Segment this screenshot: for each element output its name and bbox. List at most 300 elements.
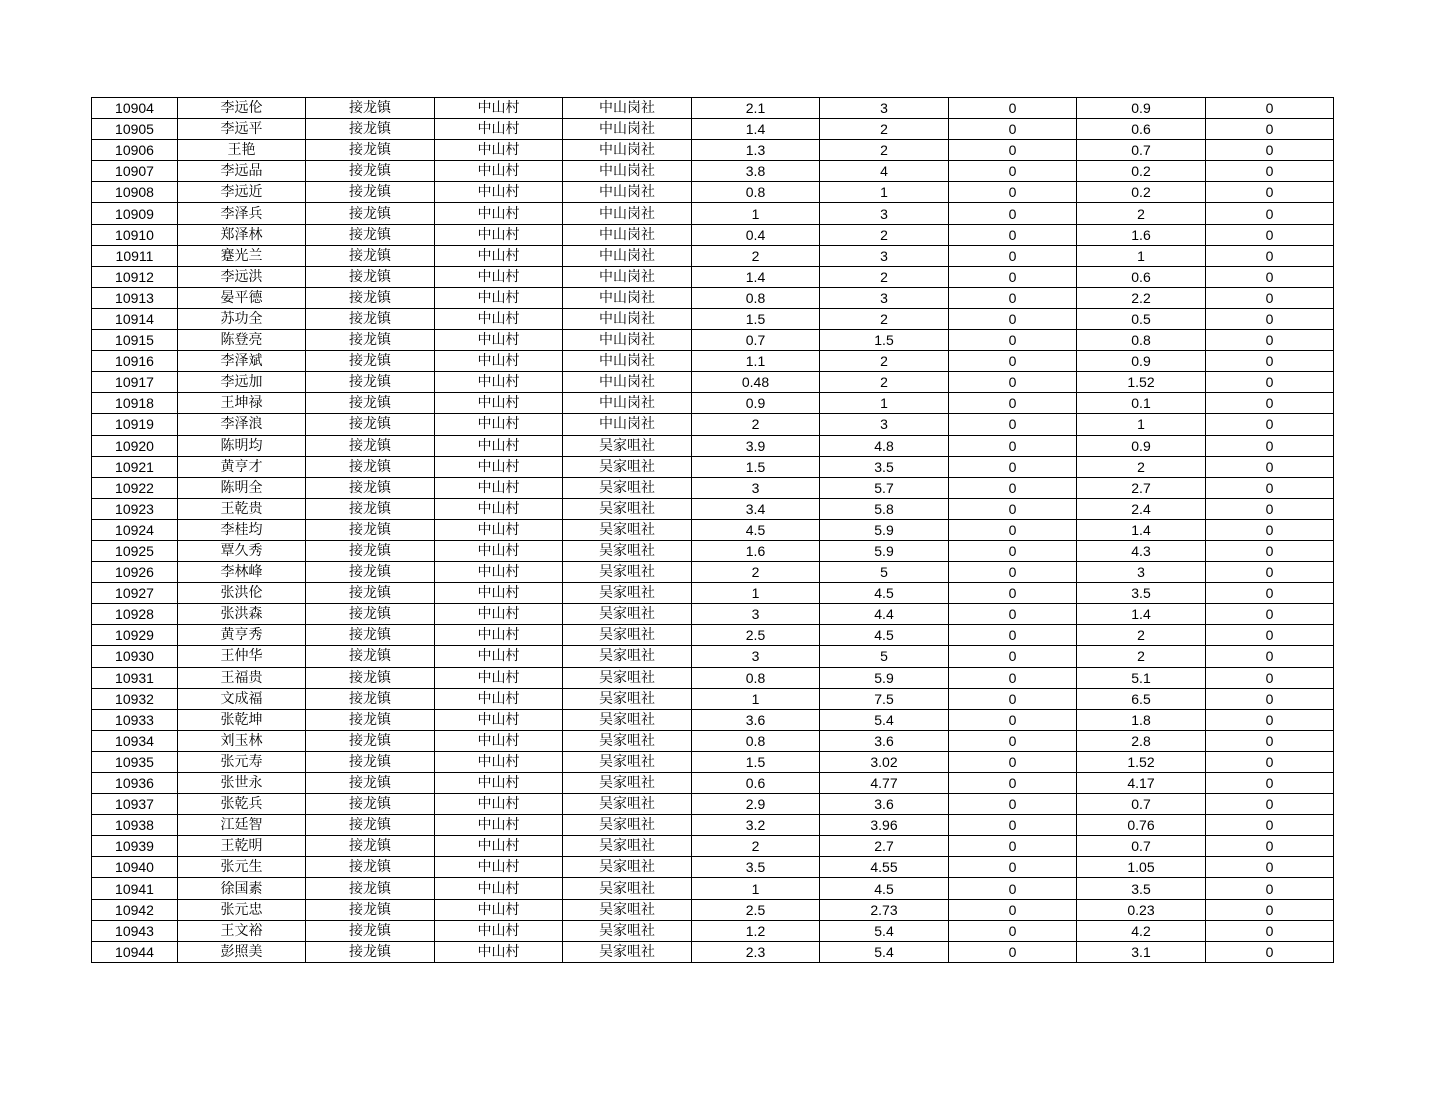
town-cell: 接龙镇 <box>306 477 435 498</box>
value-d-cell: 2 <box>1077 646 1206 667</box>
town-cell: 接龙镇 <box>306 836 435 857</box>
value-e-cell: 0 <box>1206 351 1334 372</box>
value-c-cell: 0 <box>949 308 1077 329</box>
value-e-cell: 0 <box>1206 667 1334 688</box>
group-cell: 吴家咀社 <box>563 604 692 625</box>
village-cell: 中山村 <box>435 477 563 498</box>
name-cell: 王文裕 <box>178 920 306 941</box>
village-cell: 中山村 <box>435 899 563 920</box>
table-row <box>92 857 1334 878</box>
value-a-cell: 1.2 <box>692 920 820 941</box>
name-cell: 张乾兵 <box>178 794 306 815</box>
value-c-cell: 0 <box>949 98 1077 119</box>
town-cell: 接龙镇 <box>306 899 435 920</box>
id-cell: 10916 <box>92 351 178 372</box>
value-b-cell: 7.5 <box>820 688 949 709</box>
town-cell: 接龙镇 <box>306 857 435 878</box>
value-d-cell: 0.7 <box>1077 794 1206 815</box>
value-e-cell: 0 <box>1206 372 1334 393</box>
id-cell: 10926 <box>92 562 178 583</box>
value-d-cell: 0.7 <box>1077 140 1206 161</box>
value-d-cell: 5.1 <box>1077 667 1206 688</box>
group-cell: 吴家咀社 <box>563 456 692 477</box>
group-cell: 中山岗社 <box>563 245 692 266</box>
value-a-cell: 2.5 <box>692 899 820 920</box>
table-row <box>92 266 1334 287</box>
value-c-cell: 0 <box>949 794 1077 815</box>
name-cell: 王坤禄 <box>178 393 306 414</box>
id-cell: 10906 <box>92 140 178 161</box>
group-cell: 吴家咀社 <box>563 857 692 878</box>
value-d-cell: 4.17 <box>1077 773 1206 794</box>
value-a-cell: 0.7 <box>692 330 820 351</box>
value-d-cell: 6.5 <box>1077 688 1206 709</box>
town-cell: 接龙镇 <box>306 562 435 583</box>
id-cell: 10927 <box>92 583 178 604</box>
group-cell: 吴家咀社 <box>563 540 692 561</box>
table-row <box>92 540 1334 561</box>
value-d-cell: 2 <box>1077 203 1206 224</box>
value-a-cell: 3.4 <box>692 498 820 519</box>
value-e-cell: 0 <box>1206 646 1334 667</box>
village-cell: 中山村 <box>435 308 563 329</box>
town-cell: 接龙镇 <box>306 773 435 794</box>
value-c-cell: 0 <box>949 435 1077 456</box>
town-cell: 接龙镇 <box>306 730 435 751</box>
table-row <box>92 709 1334 730</box>
group-cell: 中山岗社 <box>563 98 692 119</box>
table-row <box>92 393 1334 414</box>
id-cell: 10908 <box>92 182 178 203</box>
village-cell: 中山村 <box>435 224 563 245</box>
value-d-cell: 0.76 <box>1077 815 1206 836</box>
group-cell: 吴家咀社 <box>563 794 692 815</box>
value-a-cell: 3 <box>692 604 820 625</box>
village-cell: 中山村 <box>435 562 563 583</box>
table-row <box>92 203 1334 224</box>
id-cell: 10930 <box>92 646 178 667</box>
town-cell: 接龙镇 <box>306 224 435 245</box>
name-cell: 晏平德 <box>178 287 306 308</box>
group-cell: 中山岗社 <box>563 224 692 245</box>
value-b-cell: 2 <box>820 308 949 329</box>
group-cell: 吴家咀社 <box>563 709 692 730</box>
town-cell: 接龙镇 <box>306 667 435 688</box>
name-cell: 张元忠 <box>178 899 306 920</box>
name-cell: 李远平 <box>178 119 306 140</box>
group-cell: 中山岗社 <box>563 414 692 435</box>
id-cell: 10924 <box>92 519 178 540</box>
table-row <box>92 583 1334 604</box>
data-table <box>91 97 1334 963</box>
group-cell: 吴家咀社 <box>563 667 692 688</box>
id-cell: 10920 <box>92 435 178 456</box>
value-a-cell: 0.8 <box>692 730 820 751</box>
town-cell: 接龙镇 <box>306 140 435 161</box>
value-b-cell: 5.4 <box>820 920 949 941</box>
town-cell: 接龙镇 <box>306 435 435 456</box>
value-e-cell: 0 <box>1206 941 1334 962</box>
id-cell: 10933 <box>92 709 178 730</box>
value-a-cell: 3.8 <box>692 161 820 182</box>
value-b-cell: 3.02 <box>820 751 949 772</box>
value-c-cell: 0 <box>949 287 1077 308</box>
value-c-cell: 0 <box>949 857 1077 878</box>
value-b-cell: 3 <box>820 245 949 266</box>
group-cell: 吴家咀社 <box>563 941 692 962</box>
value-c-cell: 0 <box>949 119 1077 140</box>
value-e-cell: 0 <box>1206 245 1334 266</box>
value-c-cell: 0 <box>949 815 1077 836</box>
village-cell: 中山村 <box>435 435 563 456</box>
value-c-cell: 0 <box>949 182 1077 203</box>
table-row <box>92 414 1334 435</box>
village-cell: 中山村 <box>435 857 563 878</box>
value-e-cell: 0 <box>1206 730 1334 751</box>
value-e-cell: 0 <box>1206 456 1334 477</box>
value-a-cell: 2 <box>692 562 820 583</box>
value-e-cell: 0 <box>1206 773 1334 794</box>
value-b-cell: 2 <box>820 266 949 287</box>
id-cell: 10932 <box>92 688 178 709</box>
value-a-cell: 1.5 <box>692 456 820 477</box>
id-cell: 10910 <box>92 224 178 245</box>
name-cell: 李桂均 <box>178 519 306 540</box>
value-a-cell: 1.5 <box>692 751 820 772</box>
value-c-cell: 0 <box>949 456 1077 477</box>
village-cell: 中山村 <box>435 161 563 182</box>
id-cell: 10915 <box>92 330 178 351</box>
id-cell: 10917 <box>92 372 178 393</box>
value-c-cell: 0 <box>949 941 1077 962</box>
value-a-cell: 3.5 <box>692 857 820 878</box>
name-cell: 苏功全 <box>178 308 306 329</box>
group-cell: 中山岗社 <box>563 330 692 351</box>
value-b-cell: 4.5 <box>820 625 949 646</box>
village-cell: 中山村 <box>435 794 563 815</box>
value-e-cell: 0 <box>1206 857 1334 878</box>
value-a-cell: 2 <box>692 245 820 266</box>
value-a-cell: 0.6 <box>692 773 820 794</box>
value-a-cell: 1 <box>692 878 820 899</box>
id-cell: 10925 <box>92 540 178 561</box>
name-cell: 黄亨才 <box>178 456 306 477</box>
value-e-cell: 0 <box>1206 330 1334 351</box>
value-c-cell: 0 <box>949 836 1077 857</box>
table-body <box>92 98 1334 963</box>
town-cell: 接龙镇 <box>306 330 435 351</box>
value-b-cell: 2 <box>820 119 949 140</box>
village-cell: 中山村 <box>435 245 563 266</box>
value-c-cell: 0 <box>949 540 1077 561</box>
value-e-cell: 0 <box>1206 182 1334 203</box>
id-cell: 10935 <box>92 751 178 772</box>
id-cell: 10914 <box>92 308 178 329</box>
group-cell: 吴家咀社 <box>563 688 692 709</box>
town-cell: 接龙镇 <box>306 414 435 435</box>
value-e-cell: 0 <box>1206 562 1334 583</box>
table-row <box>92 330 1334 351</box>
village-cell: 中山村 <box>435 878 563 899</box>
group-cell: 吴家咀社 <box>563 878 692 899</box>
value-a-cell: 1.5 <box>692 308 820 329</box>
value-a-cell: 2 <box>692 414 820 435</box>
village-cell: 中山村 <box>435 688 563 709</box>
value-e-cell: 0 <box>1206 266 1334 287</box>
value-a-cell: 0.8 <box>692 667 820 688</box>
village-cell: 中山村 <box>435 540 563 561</box>
group-cell: 吴家咀社 <box>563 477 692 498</box>
value-a-cell: 2.5 <box>692 625 820 646</box>
name-cell: 蹇光兰 <box>178 245 306 266</box>
value-b-cell: 5 <box>820 646 949 667</box>
value-b-cell: 5.9 <box>820 667 949 688</box>
table-row <box>92 730 1334 751</box>
value-b-cell: 1 <box>820 182 949 203</box>
id-cell: 10939 <box>92 836 178 857</box>
table-row <box>92 224 1334 245</box>
village-cell: 中山村 <box>435 393 563 414</box>
value-e-cell: 0 <box>1206 287 1334 308</box>
id-cell: 10913 <box>92 287 178 308</box>
value-c-cell: 0 <box>949 878 1077 899</box>
table-row <box>92 498 1334 519</box>
village-cell: 中山村 <box>435 625 563 646</box>
town-cell: 接龙镇 <box>306 920 435 941</box>
value-a-cell: 0.8 <box>692 182 820 203</box>
value-c-cell: 0 <box>949 266 1077 287</box>
village-cell: 中山村 <box>435 941 563 962</box>
name-cell: 王福贵 <box>178 667 306 688</box>
table-row <box>92 182 1334 203</box>
name-cell: 李远近 <box>178 182 306 203</box>
group-cell: 吴家咀社 <box>563 836 692 857</box>
value-c-cell: 0 <box>949 372 1077 393</box>
value-e-cell: 0 <box>1206 498 1334 519</box>
town-cell: 接龙镇 <box>306 498 435 519</box>
town-cell: 接龙镇 <box>306 308 435 329</box>
value-d-cell: 2.7 <box>1077 477 1206 498</box>
table-row <box>92 435 1334 456</box>
value-a-cell: 1.4 <box>692 119 820 140</box>
table-row <box>92 646 1334 667</box>
village-cell: 中山村 <box>435 604 563 625</box>
value-e-cell: 0 <box>1206 688 1334 709</box>
value-e-cell: 0 <box>1206 435 1334 456</box>
value-e-cell: 0 <box>1206 794 1334 815</box>
group-cell: 中山岗社 <box>563 140 692 161</box>
group-cell: 中山岗社 <box>563 287 692 308</box>
name-cell: 张世永 <box>178 773 306 794</box>
value-b-cell: 4.77 <box>820 773 949 794</box>
name-cell: 王乾明 <box>178 836 306 857</box>
value-b-cell: 3.96 <box>820 815 949 836</box>
id-cell: 10905 <box>92 119 178 140</box>
name-cell: 李泽斌 <box>178 351 306 372</box>
group-cell: 中山岗社 <box>563 203 692 224</box>
value-c-cell: 0 <box>949 477 1077 498</box>
town-cell: 接龙镇 <box>306 393 435 414</box>
value-e-cell: 0 <box>1206 161 1334 182</box>
id-cell: 10921 <box>92 456 178 477</box>
name-cell: 彭照美 <box>178 941 306 962</box>
value-e-cell: 0 <box>1206 815 1334 836</box>
value-b-cell: 2 <box>820 224 949 245</box>
table-row <box>92 625 1334 646</box>
value-d-cell: 1.52 <box>1077 372 1206 393</box>
id-cell: 10941 <box>92 878 178 899</box>
value-a-cell: 1.4 <box>692 266 820 287</box>
id-cell: 10936 <box>92 773 178 794</box>
value-b-cell: 2 <box>820 372 949 393</box>
name-cell: 刘玉林 <box>178 730 306 751</box>
value-d-cell: 0.6 <box>1077 266 1206 287</box>
value-a-cell: 3.2 <box>692 815 820 836</box>
value-b-cell: 3 <box>820 203 949 224</box>
name-cell: 陈登亮 <box>178 330 306 351</box>
village-cell: 中山村 <box>435 498 563 519</box>
table-row <box>92 667 1334 688</box>
value-d-cell: 0.1 <box>1077 393 1206 414</box>
village-cell: 中山村 <box>435 119 563 140</box>
name-cell: 陈明全 <box>178 477 306 498</box>
table-row <box>92 920 1334 941</box>
town-cell: 接龙镇 <box>306 583 435 604</box>
village-cell: 中山村 <box>435 372 563 393</box>
village-cell: 中山村 <box>435 266 563 287</box>
name-cell: 李远洪 <box>178 266 306 287</box>
village-cell: 中山村 <box>435 519 563 540</box>
value-b-cell: 2.7 <box>820 836 949 857</box>
value-e-cell: 0 <box>1206 203 1334 224</box>
value-a-cell: 2.9 <box>692 794 820 815</box>
name-cell: 张洪森 <box>178 604 306 625</box>
value-d-cell: 3.1 <box>1077 941 1206 962</box>
value-e-cell: 0 <box>1206 899 1334 920</box>
value-d-cell: 3 <box>1077 562 1206 583</box>
village-cell: 中山村 <box>435 330 563 351</box>
table-row <box>92 519 1334 540</box>
value-d-cell: 2.2 <box>1077 287 1206 308</box>
value-e-cell: 0 <box>1206 920 1334 941</box>
id-cell: 10942 <box>92 899 178 920</box>
value-c-cell: 0 <box>949 224 1077 245</box>
value-c-cell: 0 <box>949 330 1077 351</box>
value-e-cell: 0 <box>1206 414 1334 435</box>
town-cell: 接龙镇 <box>306 540 435 561</box>
village-cell: 中山村 <box>435 751 563 772</box>
name-cell: 李泽兵 <box>178 203 306 224</box>
id-cell: 10940 <box>92 857 178 878</box>
value-a-cell: 1.1 <box>692 351 820 372</box>
value-c-cell: 0 <box>949 667 1077 688</box>
value-a-cell: 1 <box>692 688 820 709</box>
town-cell: 接龙镇 <box>306 456 435 477</box>
village-cell: 中山村 <box>435 773 563 794</box>
town-cell: 接龙镇 <box>306 646 435 667</box>
value-b-cell: 3.6 <box>820 730 949 751</box>
value-a-cell: 4.5 <box>692 519 820 540</box>
value-d-cell: 0.9 <box>1077 98 1206 119</box>
name-cell: 李远伦 <box>178 98 306 119</box>
value-b-cell: 2 <box>820 140 949 161</box>
group-cell: 中山岗社 <box>563 161 692 182</box>
value-b-cell: 5.9 <box>820 519 949 540</box>
name-cell: 张乾坤 <box>178 709 306 730</box>
value-c-cell: 0 <box>949 751 1077 772</box>
value-d-cell: 0.9 <box>1077 435 1206 456</box>
value-d-cell: 1.8 <box>1077 709 1206 730</box>
id-cell: 10919 <box>92 414 178 435</box>
village-cell: 中山村 <box>435 456 563 477</box>
name-cell: 李远加 <box>178 372 306 393</box>
table-row <box>92 688 1334 709</box>
value-e-cell: 0 <box>1206 308 1334 329</box>
town-cell: 接龙镇 <box>306 709 435 730</box>
value-d-cell: 1.52 <box>1077 751 1206 772</box>
value-c-cell: 0 <box>949 519 1077 540</box>
value-c-cell: 0 <box>949 562 1077 583</box>
value-e-cell: 0 <box>1206 625 1334 646</box>
town-cell: 接龙镇 <box>306 203 435 224</box>
name-cell: 李林峰 <box>178 562 306 583</box>
value-b-cell: 5.4 <box>820 709 949 730</box>
value-e-cell: 0 <box>1206 709 1334 730</box>
id-cell: 10928 <box>92 604 178 625</box>
group-cell: 吴家咀社 <box>563 920 692 941</box>
value-c-cell: 0 <box>949 583 1077 604</box>
group-cell: 中山岗社 <box>563 393 692 414</box>
group-cell: 吴家咀社 <box>563 730 692 751</box>
value-e-cell: 0 <box>1206 540 1334 561</box>
value-b-cell: 4.5 <box>820 583 949 604</box>
name-cell: 王乾贵 <box>178 498 306 519</box>
value-d-cell: 2.4 <box>1077 498 1206 519</box>
value-d-cell: 1 <box>1077 414 1206 435</box>
village-cell: 中山村 <box>435 583 563 604</box>
name-cell: 黄亨秀 <box>178 625 306 646</box>
table-row <box>92 794 1334 815</box>
value-d-cell: 0.2 <box>1077 161 1206 182</box>
value-c-cell: 0 <box>949 245 1077 266</box>
value-d-cell: 0.6 <box>1077 119 1206 140</box>
table-row <box>92 98 1334 119</box>
town-cell: 接龙镇 <box>306 182 435 203</box>
group-cell: 中山岗社 <box>563 266 692 287</box>
village-cell: 中山村 <box>435 351 563 372</box>
value-a-cell: 0.48 <box>692 372 820 393</box>
table-row <box>92 456 1334 477</box>
table-row <box>92 773 1334 794</box>
value-a-cell: 3 <box>692 646 820 667</box>
name-cell: 李远品 <box>178 161 306 182</box>
value-a-cell: 1.3 <box>692 140 820 161</box>
village-cell: 中山村 <box>435 287 563 308</box>
village-cell: 中山村 <box>435 182 563 203</box>
group-cell: 中山岗社 <box>563 308 692 329</box>
id-cell: 10912 <box>92 266 178 287</box>
name-cell: 李泽浪 <box>178 414 306 435</box>
value-d-cell: 0.23 <box>1077 899 1206 920</box>
group-cell: 吴家咀社 <box>563 498 692 519</box>
table-row <box>92 815 1334 836</box>
value-b-cell: 3 <box>820 287 949 308</box>
group-cell: 吴家咀社 <box>563 625 692 646</box>
town-cell: 接龙镇 <box>306 751 435 772</box>
id-cell: 10907 <box>92 161 178 182</box>
value-a-cell: 0.9 <box>692 393 820 414</box>
value-d-cell: 0.2 <box>1077 182 1206 203</box>
